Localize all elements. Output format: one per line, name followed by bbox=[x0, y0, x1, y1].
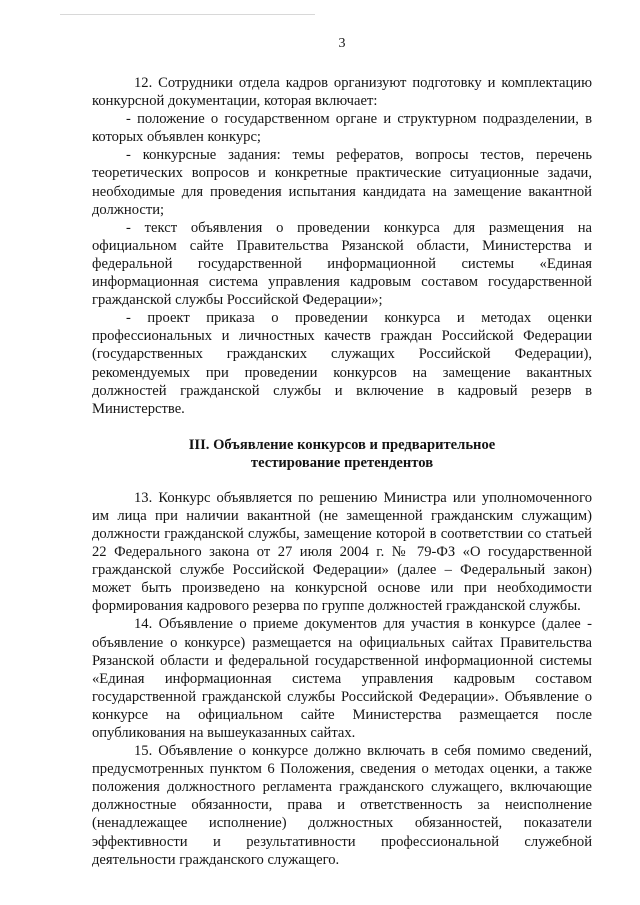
section-heading-line-2: тестирование претендентов bbox=[250, 454, 434, 471]
paragraph-15: 15. Объявление о конкурсе должно включать в себя помимо сведений, предусмотренных пунктом 6 Положения, сведения о методах оценки, а также положения должностного регламента гражданского служащего, включающие должностные обязанности, права и ответственность за неисполнение (ненадлежащее исполнение) должностных обязанностей, показатели эффективности и результативности профессиональной служебной деятельности гражданского служащего. bbox=[92, 743, 592, 868]
paragraph-13: 13. Конкурс объявляется по решению Министра или уполномоченного им лица при наличии вакантной (не замещенной гражданским служащим) должности гражданской службы, замещение которой в соответствии со статьей 22 Федерального закона от 27 июля 2004 г. № 79-ФЗ «О государственной гражданской службе Российской Федерации» (далее – Федеральный закон) может быть произведено на конкурсной основе или при необходимости формирования кадрового резерва по группе должностей гражданской службы. bbox=[92, 489, 592, 615]
page-number: 3 bbox=[338, 36, 346, 51]
document-page bbox=[92, 36, 592, 869]
section-heading-line-1: III. Объявление конкурсов и предварительное bbox=[188, 436, 496, 453]
list-item-order-draft: - проект приказа о проведении конкурса и методах оценки профессиональных и личностных качеств граждан Российской Федерации (государственных гражданских служащих Российской Федерации), рекомендуемых при проведении конкурсов на замещение вакантных должностей гражданской службы и включение в кадровый резерв в Министерстве. bbox=[92, 310, 592, 417]
list-item-announcement-text: - текст объявления о проведении конкурса для размещения на официальном сайте Правительства Рязанской области, Министерства и федеральной государственной информационной системы «Единая информационная система управления кадровым составом государственной гражданской службы Российской Федерации»; bbox=[92, 219, 592, 309]
list-item-regulation: - положение о государственном органе и структурном подразделении, в которых объявлен конкурс; bbox=[92, 111, 592, 146]
scan-top-rule bbox=[60, 14, 315, 15]
section-heading bbox=[92, 436, 592, 472]
paragraph-12: 12. Сотрудники отдела кадров организуют подготовку и комплектацию конкурсной документации, которая включает: bbox=[92, 75, 592, 110]
paragraph-14: 14. Объявление о приеме документов для участия в конкурсе (далее - объявление о конкурсе) размещается на официальных сайтах Правительства Рязанской области и федеральной государственной информационной системы «Единая информационная система управления кадровым составом государственной гражданской службы Российской Федерации». Объявление о конкурсе на официальном сайте Министерства размещается после опубликования на вышеуказанных сайтах. bbox=[92, 616, 592, 741]
list-item-tasks: - конкурсные задания: темы рефератов, вопросы тестов, перечень теоретических вопросов и конкретные практические ситуационные задачи, необходимые для проведения испытания кандидата на замещение вакантной должности; bbox=[92, 147, 592, 218]
